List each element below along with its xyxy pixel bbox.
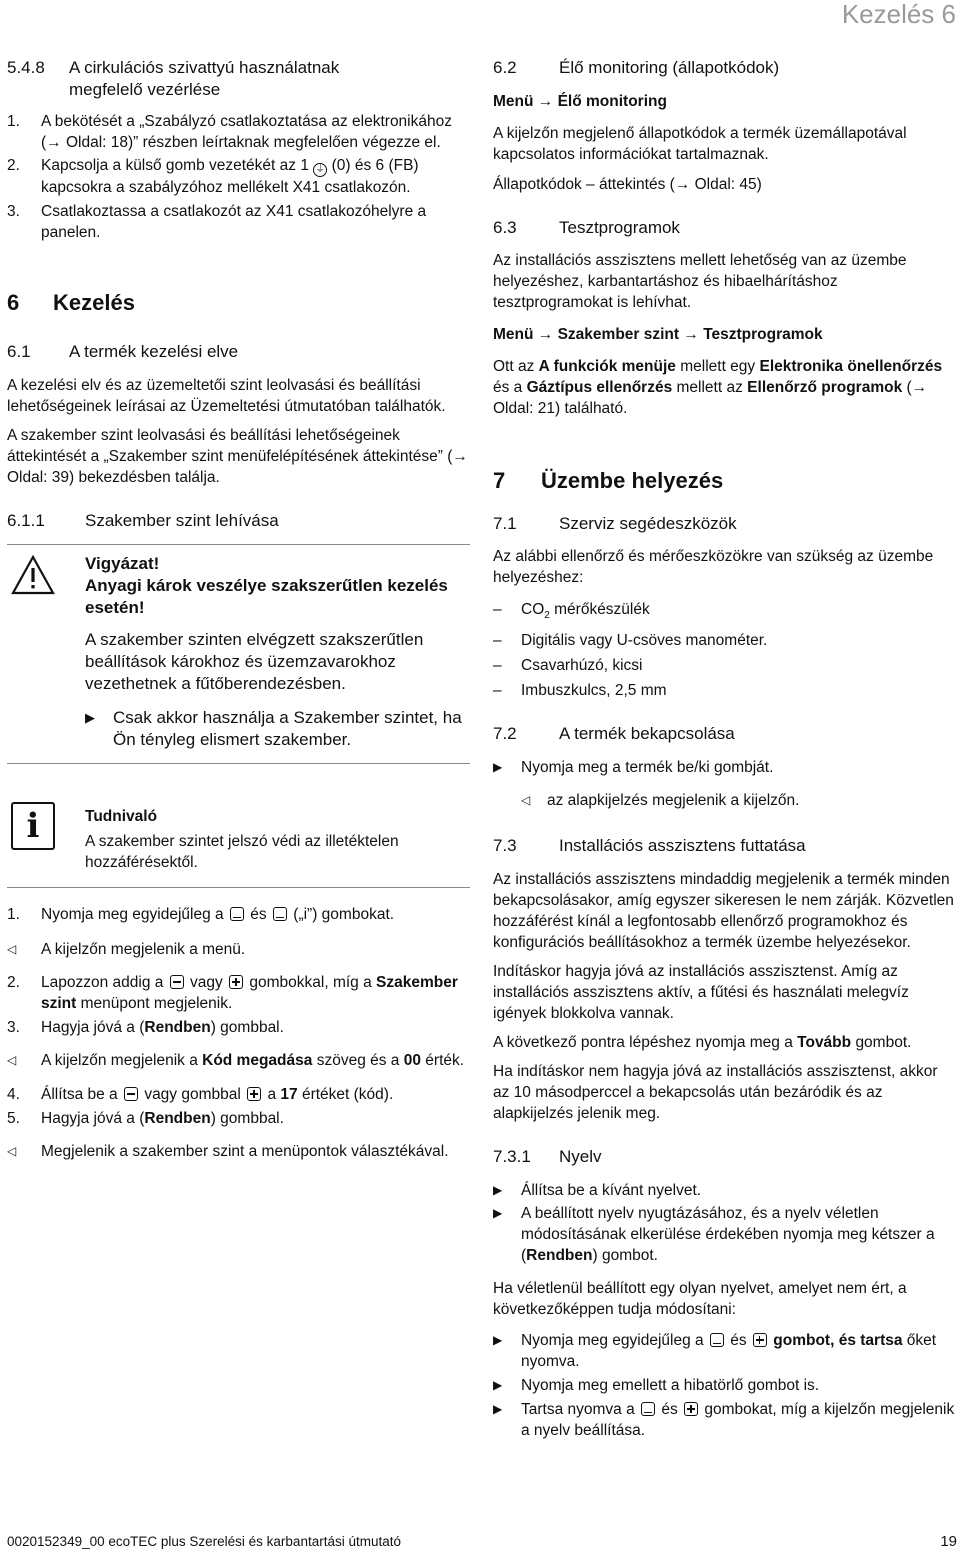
- arrow-right-icon: →: [537, 93, 554, 110]
- bold-text: Kód megadása: [202, 1052, 313, 1069]
- menu-item: Tesztprogramok: [703, 326, 823, 343]
- step-text: [41, 1017, 470, 1038]
- text: („i”) gombokat.: [293, 906, 395, 923]
- chapter-6-heading: [7, 289, 470, 317]
- document-title: 0020152349_00 ecoTEC plus Szerelési és karbantartási útmutató: [7, 1534, 401, 1549]
- paragraph: Az installációs asszisztens mindaddig megjelenik a termék minden bekapcsolásakor, amíg egyszer sikeresen le nem zárják. Közvetlen hozzáférést kínál a legfontosabb ellenőrző programokhoz és konfigurációs beállításokhoz a termék üzembe helyezésekor.: [493, 871, 954, 952]
- bold-text: Tovább: [797, 1034, 852, 1052]
- warning-text: A szakember szinten elvégzett szakszerűtlen beállítások károkhoz és üzemzavarokhoz vezethetnek a fűtőberendezésben.: [85, 630, 424, 693]
- menu-item: Menü: [493, 93, 534, 110]
- text: Hagyja jóvá a (: [41, 1110, 145, 1127]
- bold-text: Gáztípus ellenőrzés: [526, 379, 673, 396]
- tools-list: [493, 599, 958, 701]
- action-step: [493, 1203, 958, 1266]
- section-7-2-heading: [493, 723, 958, 745]
- item-text: Digitális vagy U-csöves manométer.: [521, 632, 768, 650]
- item-text: A bekötését a „Szabályzó csatlakoztatása az elektronikához (→ Oldal: 18)” részben leírtaknak megfelelően végezze el.: [41, 113, 452, 151]
- step-result: [7, 939, 470, 960]
- text: vagy gombbal: [144, 1086, 241, 1103]
- paragraph: Az alábbi ellenőrző és mérőeszközökre van szükség az üzembe helyezéshez:: [493, 548, 934, 586]
- menu-item: Élő monitoring: [557, 93, 667, 110]
- section-title: Nyelv: [559, 1147, 602, 1167]
- bold-text: A funkciók menüje: [538, 358, 676, 375]
- text: vagy: [190, 974, 223, 991]
- section-5-4-8-heading: [7, 57, 470, 101]
- section-7-3-heading: [493, 835, 958, 857]
- step-number: 4.: [7, 1086, 20, 1103]
- paragraph: Indításkor hagyja jóvá az installációs asszisztenst. Amíg az installációs asszisztens aktív, a fűtési és használati melegvíz igények blokkolva vannak.: [493, 963, 909, 1023]
- step-text: [41, 904, 470, 925]
- action-step: [493, 1330, 958, 1372]
- menu-item: Menü: [493, 326, 534, 343]
- section-number: 7.3.1: [493, 1147, 531, 1167]
- page-number: 19: [940, 1533, 957, 1550]
- plus-button-icon: [753, 1333, 767, 1347]
- section-7-1-heading: [493, 513, 958, 535]
- text: és: [250, 906, 267, 923]
- list-item: [493, 599, 958, 626]
- left-softkey-icon: [230, 907, 244, 921]
- paragraph: [493, 1032, 958, 1053]
- text: és: [730, 1332, 747, 1350]
- text: A beállított nyelv nyugtázásához, és a nyelv véletlen módosításának elkerülése érdekében nyomja meg kétszer a (: [521, 1205, 935, 1265]
- result-text: Megjelenik a szakember szint a menüpontok választékával.: [41, 1143, 449, 1160]
- text: Nyomja meg egyidejűleg a: [521, 1332, 704, 1350]
- action-step: [493, 1375, 958, 1396]
- text: (→ Oldal: 21) található.: [493, 379, 928, 417]
- action-step: [493, 1180, 958, 1201]
- text: őket nyomva.: [521, 1332, 937, 1371]
- note-box: [7, 788, 470, 888]
- result-triangle-icon: ◁: [521, 793, 531, 808]
- item-number: 1.: [7, 113, 20, 130]
- text: és a: [493, 379, 523, 396]
- arrow-right-icon: →: [683, 326, 699, 343]
- step-1: [7, 904, 470, 925]
- text: szöveg és a: [316, 1052, 400, 1069]
- step-result: [7, 1141, 470, 1162]
- list-item: [493, 680, 958, 701]
- step-number: 5.: [7, 1110, 20, 1127]
- step-number: 1.: [7, 906, 20, 923]
- section-6-1-1-heading: [7, 510, 470, 532]
- subscript: 2: [544, 610, 550, 622]
- section-6-2-heading: [493, 57, 958, 79]
- text: Hagyja jóvá a (: [41, 1019, 145, 1036]
- page-footer: [7, 1531, 957, 1552]
- result-triangle-icon: ◁: [7, 1144, 17, 1158]
- dash-marker: –: [493, 601, 502, 618]
- section-number: 5.4.8: [7, 58, 45, 77]
- section-title: Szerviz segédeszközök: [559, 514, 737, 533]
- item-text-b: (0) és 6 (FB) kapcsokra a szabályzóhoz mellékelt X41 csatlakozón.: [41, 157, 419, 196]
- text: mellett egy: [680, 358, 756, 375]
- section-title: Szakember szint lehívása: [85, 511, 279, 530]
- section-number: 7.2: [493, 724, 517, 744]
- left-column: [7, 57, 470, 1162]
- result-text: [41, 1050, 470, 1071]
- bold-text: Rendben: [144, 1110, 211, 1127]
- note-text: A szakember szintet jelszó védi az illetéktelen hozzáférésektől.: [85, 833, 399, 871]
- bold-text: Elektronika önellenőrzés: [759, 358, 943, 375]
- warning-subtitle: Anyagi károk veszélye szakszerűtlen kezelés esetén!: [85, 576, 448, 617]
- text: Tartsa nyomva a: [521, 1401, 635, 1419]
- text: és: [661, 1401, 678, 1419]
- step-result: [7, 1050, 470, 1071]
- action-arrow-icon: ▶: [493, 1378, 503, 1393]
- warning-title: Vigyázat!: [85, 554, 160, 573]
- text: a: [267, 1086, 277, 1103]
- warning-action-text: Csak akkor használja a Szakember szintet, ha Ön tényleg elismert szakember.: [113, 708, 462, 749]
- action-arrow-icon: ▶: [493, 1333, 503, 1348]
- menu-path: [493, 91, 958, 112]
- chapter-title: Üzembe helyezés: [541, 468, 724, 493]
- action-step: [493, 1399, 958, 1441]
- chapter-title: Kezelés: [53, 290, 135, 315]
- action-text: [521, 1203, 958, 1266]
- action-text: Állítsa be a kívánt nyelvet.: [521, 1182, 702, 1200]
- section-number: 7.3: [493, 836, 517, 856]
- paragraph: A kezelési elv és az üzemeltetői szint leolvasási és beállítási lehetőségeinek leírásai az Üzemeltetési útmutatóban találhatók.: [7, 377, 446, 415]
- bold-text: Rendben: [144, 1019, 211, 1036]
- section-title: Tesztprogramok: [559, 218, 680, 237]
- step-3: [7, 1017, 470, 1038]
- text: gombokkal, míg a: [249, 974, 372, 991]
- item-text: [41, 155, 470, 198]
- paragraph: Ha indításkor nem hagyja jóvá az installációs asszisztenst, akkor az 10 másodperccel a bekapcsolás után bezáródik és az alapkijelzés jelenik meg.: [493, 1063, 938, 1123]
- section-number: 7.1: [493, 514, 517, 533]
- bold-text: Szakember szint: [41, 974, 458, 1012]
- bold-text: 17: [280, 1086, 298, 1103]
- paragraph: A kijelzőn megjelenő állapotkódok a termék üzemállapotával kapcsolatos információkat tartalmaznak.: [493, 125, 907, 163]
- item-text: Imbuszkulcs, 2,5 mm: [521, 682, 667, 700]
- action-text: Nyomja meg a termék be/ki gombját.: [521, 759, 774, 777]
- arrow-right-icon: →: [537, 326, 554, 343]
- text: ) gombot.: [592, 1247, 658, 1265]
- step-number: 3.: [7, 1019, 20, 1036]
- section-number: 6.2: [493, 58, 517, 77]
- item-text: Csatlakoztassa a csatlakozót az X41 csatlakozóhelyre a panelen.: [41, 203, 427, 241]
- result-text: A kijelzőn megjelenik a menü.: [41, 941, 246, 958]
- paragraph: Állapotkódok – áttekintés (→ Oldal: 45): [493, 176, 762, 193]
- bold-text: gombot, és tartsa: [773, 1332, 903, 1350]
- result-triangle-icon: ◁: [7, 1053, 17, 1067]
- minus-button-icon: [124, 1087, 138, 1101]
- dash-marker: –: [493, 632, 502, 650]
- item-number: 3.: [7, 203, 20, 220]
- chapter-header: Kezelés 6: [841, 0, 956, 29]
- ground-icon: ⏚: [315, 164, 326, 175]
- menu-item: Szakember szint: [557, 326, 680, 343]
- section-title: A termék bekapcsolása: [559, 724, 735, 744]
- result-text: az alapkijelzés megjelenik a kijelzőn.: [547, 792, 800, 810]
- paragraph: A szakember szint leolvasási és beállítási lehetőségeinek áttekintését a „Szakember szint menüfelépítésének áttekintése” (→ Oldal: 39) bekezdésben találja.: [7, 427, 468, 486]
- minus-button-icon: [170, 975, 184, 989]
- list-item: [493, 655, 958, 676]
- text: Lapozzon addig a: [41, 974, 164, 991]
- section-title: A termék kezelési elve: [69, 342, 239, 361]
- list-item: [7, 111, 470, 153]
- list-item: [493, 630, 958, 651]
- section-title: Installációs asszisztens futtatása: [559, 836, 806, 856]
- list-5-4-8: [7, 111, 470, 243]
- right-column: [493, 57, 958, 1441]
- text: A következő pontra lépéshez nyomja meg a: [493, 1034, 793, 1052]
- step-number: 2.: [7, 974, 20, 991]
- section-6-3-heading: [493, 217, 958, 239]
- section-number: 6.1.1: [7, 511, 45, 530]
- item-text: Csavarhúzó, kicsi: [521, 657, 643, 675]
- text: gombokat, míg a kijelzőn megjelenik a nyelv beállítása.: [521, 1401, 955, 1440]
- text: CO: [521, 601, 545, 618]
- warning-box: [7, 544, 470, 764]
- list-item: [7, 201, 470, 243]
- action-arrow-icon: ▶: [493, 1402, 503, 1417]
- section-6-1-heading: [7, 341, 470, 363]
- action-arrow-icon: ▶: [493, 1183, 503, 1198]
- step-4: [7, 1084, 470, 1105]
- result-triangle-icon: ◁: [7, 942, 17, 956]
- item-text-a: Kapcsolja a külső gomb vezetékét az 1: [41, 157, 309, 174]
- action-arrow-icon: ▶: [493, 760, 503, 775]
- note-title: Tudnivaló: [85, 808, 158, 825]
- bold-text: 00: [403, 1052, 421, 1069]
- section-title: Élő monitoring (állapotkódok): [559, 58, 780, 77]
- warning-triangle-icon: [11, 555, 55, 595]
- step-5: [7, 1108, 470, 1129]
- warning-action: [85, 707, 470, 751]
- text: Ott az: [493, 358, 535, 375]
- text: Állítsa be a: [41, 1086, 118, 1103]
- text: A kijelzőn megjelenik a: [41, 1052, 198, 1069]
- item-number: 2.: [7, 157, 20, 174]
- text: érték.: [425, 1052, 465, 1069]
- step-result: [493, 790, 958, 811]
- info-icon: i: [11, 802, 55, 850]
- text: ) gombbal.: [210, 1110, 284, 1127]
- paragraph: Az installációs asszisztens mellett lehetőség van az üzembe helyezéshez, karbantartáshoz és hibaelhárításhoz tesztprogramokat is lehívhat.: [493, 252, 907, 311]
- paragraph: [493, 356, 958, 419]
- plus-button-icon: [229, 975, 243, 989]
- text: gombot.: [855, 1034, 912, 1052]
- paragraph: Ha véletlenül beállított egy olyan nyelvet, amelyet nem ért, a következőképpen tudja módosítani:: [493, 1280, 907, 1319]
- item-text: [521, 599, 650, 626]
- right-softkey-icon: [273, 907, 287, 921]
- left-softkey-icon: [641, 1402, 655, 1416]
- section-number: 6.3: [493, 218, 517, 237]
- bold-text: Rendben: [526, 1247, 593, 1265]
- text: ) gombbal.: [210, 1019, 284, 1036]
- bold-text: Ellenőrző programok: [747, 379, 903, 396]
- text: mérőkészülék: [554, 601, 650, 618]
- action-text: Nyomja meg emellett a hibatörlő gombot is.: [521, 1377, 820, 1395]
- action-step: [493, 757, 958, 778]
- chapter-number: 6: [7, 290, 20, 315]
- chapter-7-heading: [493, 467, 958, 495]
- text: Nyomja meg egyidejűleg a: [41, 906, 224, 923]
- chapter-number: 7: [493, 468, 506, 493]
- text: mellett az: [676, 379, 743, 396]
- dash-marker: –: [493, 682, 502, 700]
- section-number: 6.1: [7, 342, 31, 361]
- plus-button-icon: [247, 1087, 261, 1101]
- list-item: [7, 155, 470, 198]
- plus-button-icon: [684, 1402, 698, 1416]
- text: menüpont megjelenik.: [80, 995, 233, 1012]
- step-text: [41, 972, 470, 1014]
- action-arrow-icon: ▶: [85, 710, 95, 725]
- action-arrow-icon: ▶: [493, 1206, 503, 1221]
- action-text: [521, 1399, 958, 1441]
- step-text: [41, 1108, 470, 1129]
- menu-path: [493, 324, 958, 345]
- section-title: A cirkulációs szivattyú használatnak megfelelő vezérlése: [69, 58, 340, 99]
- text: értéket (kód).: [301, 1086, 394, 1103]
- action-text: [521, 1330, 958, 1372]
- left-softkey-icon: [710, 1333, 724, 1347]
- steps-list: [7, 904, 470, 1162]
- step-text: [41, 1084, 470, 1105]
- step-2: [7, 972, 470, 1014]
- dash-marker: –: [493, 657, 502, 675]
- section-7-3-1-heading: [493, 1146, 958, 1168]
